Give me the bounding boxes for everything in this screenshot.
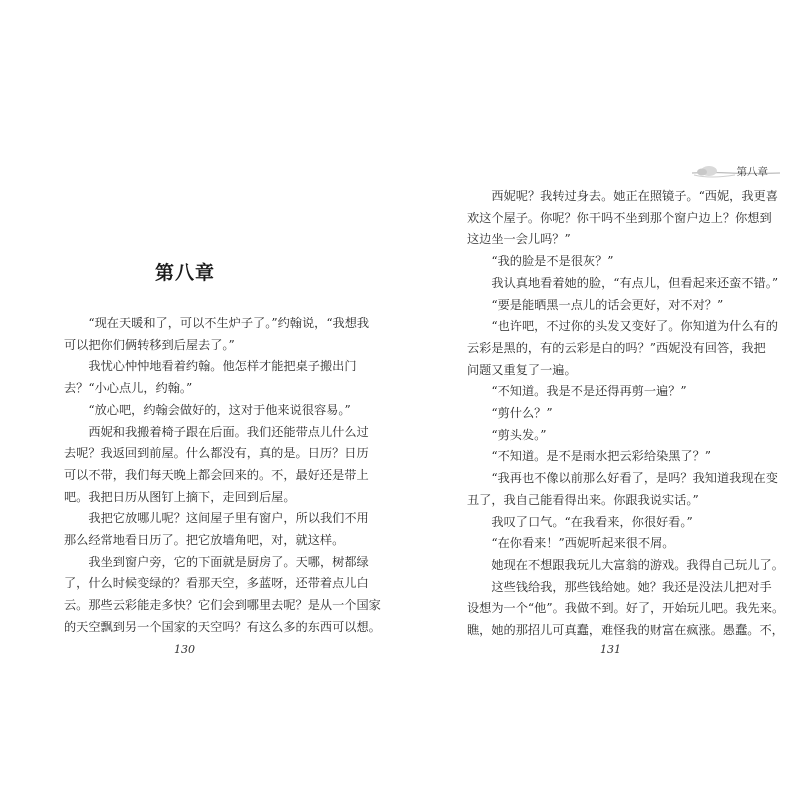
text-line: “也许吧，不过你的头发又变好了。你知道为什么有的 [491, 319, 778, 334]
text-line: 我认真地看着她的脸，“有点儿，但看起来还蛮不错。” [491, 275, 779, 290]
text-line: 吧。我把日历从图钉上摘下，走回到后屋。 [64, 489, 296, 504]
text-line: 瞧，她的那招儿可真蠢，难怪我的财富在疯涨。愚蠢。不， [467, 623, 784, 638]
text-line: 丑了，我自己能看得出来。你跟我说实话。” [467, 492, 699, 507]
text-line: “不知道。我是不是还得再剪一遍？” [491, 384, 687, 399]
text-line: “剪什么？” [491, 406, 553, 421]
text-line: “不知道。是不是雨水把云彩给染黑了？” [491, 449, 712, 464]
text-line: 我坐到窗户旁，它的下面就是厨房了。天哪，树都绿 [88, 554, 369, 569]
text-line: 可以不带，我们每天晚上都会回来的。不，最好还是带上 [64, 467, 369, 482]
text-line: 西妮和我搬着椅子跟在后面。我们还能带点儿什么过 [88, 424, 369, 439]
text-line: “我再也不像以前那么好看了，是吗？我知道我现在变 [491, 471, 778, 486]
page-number-left: 130 [174, 643, 195, 656]
chapter-title: 第八章 [154, 262, 215, 284]
text-line: 可以把你们俩转移到后屋去了。” [64, 337, 235, 352]
text-line: 这些钱给我，那些钱给她。她？我还是没法儿把对手 [491, 579, 772, 594]
text-line: 欢这个屋子。你呢？你干吗不坐到那个窗户边上？你想到 [467, 210, 772, 225]
text-line: 去？“小心点儿，约翰。” [64, 381, 193, 396]
text-line: 云彩是黑的，有的云彩是白的吗？”西妮没有回答，我把 [467, 340, 766, 355]
text-line: 云。那些云彩能走多快？它们会到哪里去呢？是从一个国家 [64, 598, 381, 613]
running-head [690, 160, 780, 180]
text-line: 去呢？我返回到前屋。什么都没有，真的是。日历？日历 [64, 446, 369, 461]
left-page-body [64, 313, 381, 639]
text-line: 这边坐一会儿吗？” [467, 232, 571, 247]
page-number-right: 131 [600, 643, 621, 656]
text-line: 我把它放哪儿呢？这间屋子里有窗户，所以我们不用 [88, 511, 369, 526]
text-line: 的天空飘到另一个国家的天空吗？有这么多的东西可以想。 [64, 619, 381, 634]
right-page [400, 0, 800, 800]
text-line: 我叹了口气。“在我看来，你很好看。” [491, 514, 693, 529]
text-line: 设想为一个“他”。我做不到。好了，开始玩儿吧。我先来。 [467, 601, 785, 616]
text-line: 我忧心忡忡地看着约翰。他怎样才能把桌子搬出门 [88, 359, 357, 374]
text-line: 那么经常地看日历了。把它放墙角吧，对，就这样。 [64, 533, 345, 548]
text-line: “在你看来！”西妮听起来很不屑。 [491, 536, 675, 551]
text-line: 了，什么时候变绿的？看那天空，多蓝呀，还带着点儿白 [64, 576, 369, 591]
running-head-label: 第八章 [736, 166, 768, 178]
text-line: “剪头发。” [491, 427, 547, 442]
text-line: “我的脸是不是很灰？” [491, 254, 614, 269]
text-line: 问题又重复了一遍。 [467, 362, 577, 377]
right-page-body [467, 186, 785, 642]
text-line: 西妮呢？我转过身去。她正在照镜子。“西妮，我更喜 [491, 189, 778, 203]
text-line: “现在天暖和了，可以不生炉子了。”约翰说，“我想我 [88, 316, 370, 330]
text-line: “要是能晒黑一点儿的话会更好，对不对？” [491, 297, 724, 312]
text-line: “放心吧，约翰会做好的，这对于他来说很容易。” [88, 402, 351, 417]
text-line: 她现在不想跟我玩儿大富翁的游戏。我得自己玩儿了。 [491, 557, 784, 572]
